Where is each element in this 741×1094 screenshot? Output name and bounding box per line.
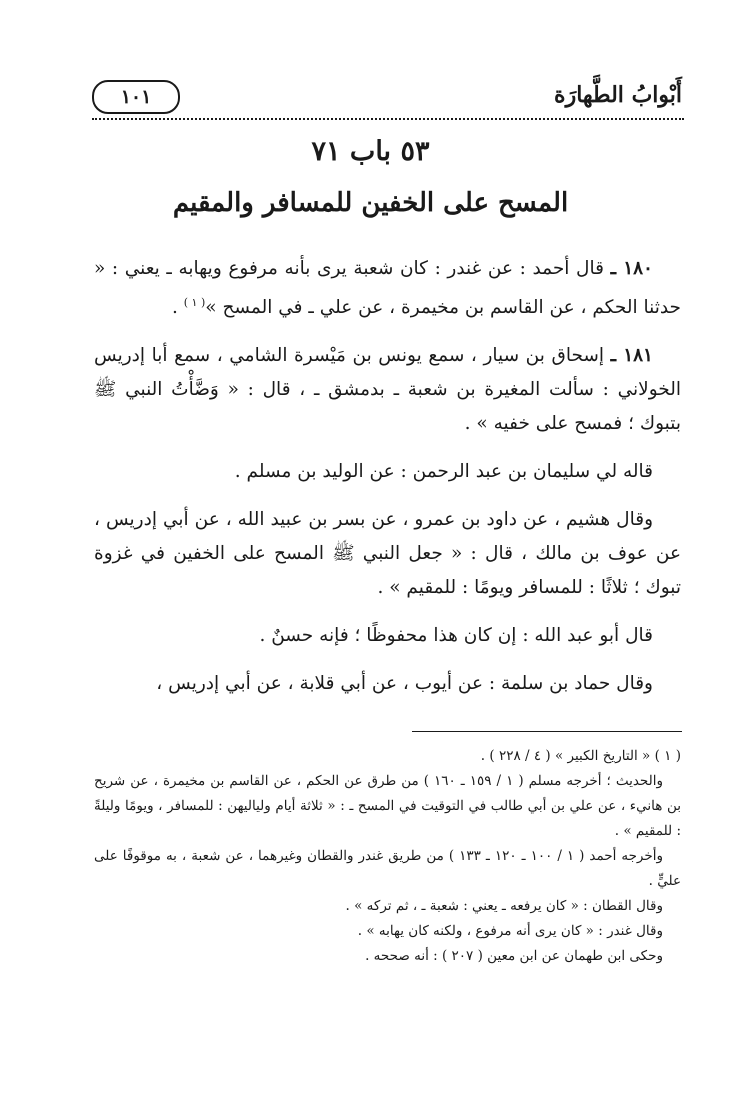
hadith-text: قال أحمد : عن غندر : كان شعبة يرى بأنه مرفوع ويهابه ـ يعني : « حدثنا الحكم ، عن القاسم بن مخيمرة ، عن علي ـ في المسح » [94, 258, 681, 319]
hadith-tail: . [171, 297, 184, 319]
footnote-line: وأخرجه أحمد ( ١ / ١٠٠ ـ ١٢٠ ـ ١٣٣ ) من طريق غندر والقطان وغيرهما ، عن شعبة ، به موقوفًا على عليٍّ . [94, 848, 681, 889]
paragraph-hushaym: وقال هشيم ، عن داود بن عمرو ، عن بسر بن عبيد الله ، عن أبي إدريس ، عن عوف بن مالك ، قال : « جعل النبي ﷺ المسح على الخفين في غزوة تبوك ؛ ثلاثًا : للمسافر ويومًا : للمقيم » . [94, 509, 681, 599]
footnote-line: وقال غندر : « كان يرى أنه مرفوع ، ولكنه كان يهابه » . [357, 923, 663, 939]
main-text [94, 252, 681, 715]
hadith-number: ١٨١ ـ [610, 345, 653, 367]
hadith-181 [94, 339, 681, 441]
footnote-separator [412, 731, 682, 732]
footnote-line: وحكى ابن طهمان عن ابن معين ( ٢٠٧ ) : أنه صححه . [365, 948, 663, 964]
page-number-badge: ١٠١ [92, 80, 180, 114]
chapter-title: ٥٣ باب ٧١ [311, 136, 430, 167]
footnotes [94, 744, 681, 969]
paragraph-abu-abdillah: قال أبو عبد الله : إن كان هذا محفوظًا ؛ فإنه حسنٌ . [259, 625, 653, 647]
footnote-reference[interactable]: ( ١ ) [183, 296, 206, 309]
paragraph-hammad: وقال حماد بن سلمة : عن أيوب ، عن أبي قلابة ، عن أبي إدريس ، [156, 673, 653, 695]
hadith-180 [94, 252, 681, 325]
footnote-line: وقال القطان : « كان يرفعه ـ يعني : شعبة ـ ، ثم تركه » . [345, 898, 663, 914]
page-header [92, 78, 684, 120]
running-title: أَبْوابُ الطَّهارَة [554, 82, 682, 108]
footnote-line: والحديث ؛ أخرجه مسلم ( ١ / ١٥٩ ـ ١٦٠ ) من طرق عن الحكم ، عن القاسم بن مخيمرة ، عن شريح بن هانيء ، عن علي بن أبي طالب في التوقيت في المسح ـ : « ثلاثة أيام ولياليهن : للمسافر ، ويومًا وليلةً : للمقيم » . [94, 773, 681, 839]
hadith-text: إسحاق بن سيار ، سمع يونس بن مَيْسرة الشامي ، سمع أبا إدريس الخولاني : سألت المغيرة بن شعبة ـ بدمشق ـ ، قال : « وَضَّأْتُ النبي ﷺ بتبوك ؛ فمسح على خفيه » . [94, 345, 681, 435]
footnote-line: ( ١ ) « التاريخ الكبير » ( ٤ / ٢٢٨ ) . [480, 748, 681, 764]
hadith-number: ١٨٠ ـ [610, 258, 653, 279]
header-dotted-rule [92, 118, 684, 120]
paragraph-qalahu: قاله لي سليمان بن عبد الرحمن : عن الوليد بن مسلم . [234, 461, 653, 483]
chapter-subtitle: المسح على الخفين للمسافر والمقيم [172, 188, 569, 218]
